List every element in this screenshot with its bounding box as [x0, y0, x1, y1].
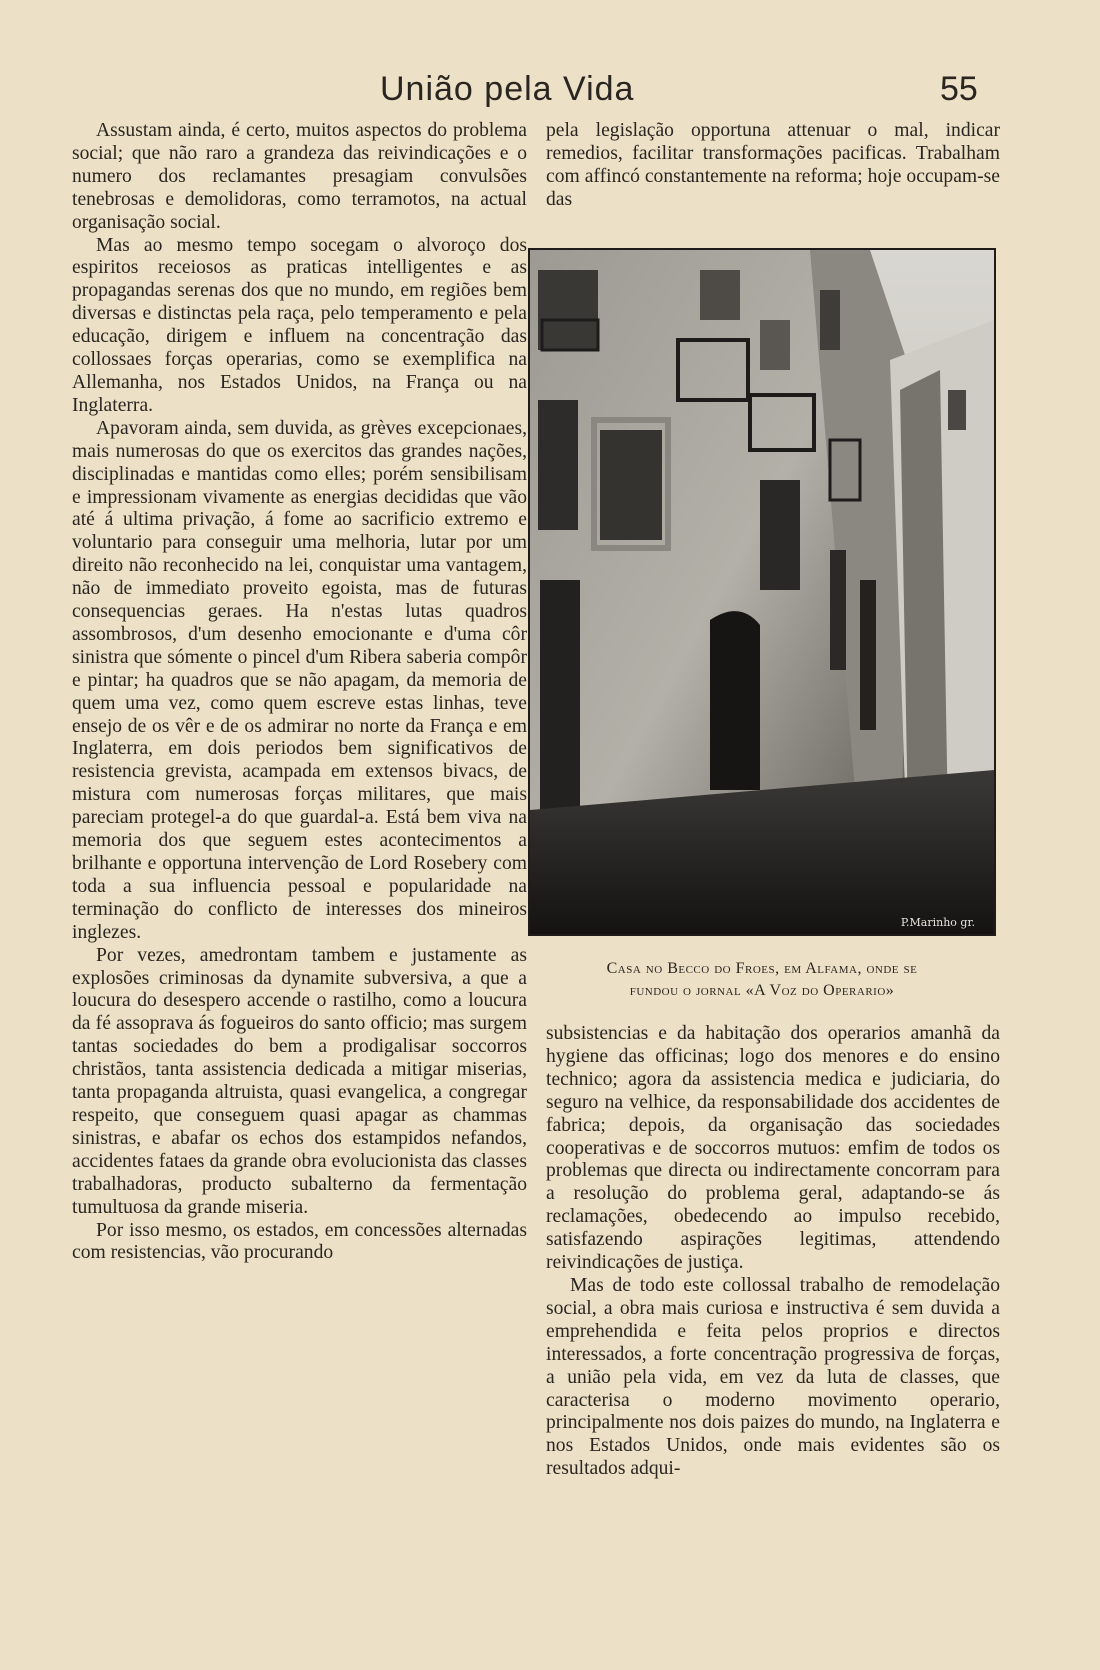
- figure-caption: [520, 958, 1004, 1002]
- right-column-bottom: [546, 1023, 1000, 1481]
- paragraph: Apavoram ainda, sem duvida, as grèves excepcionaes, mais numerosas do que os exercitos das grandes nações, disciplinadas e mantidas como elles; porém sensibilisam e impressionam vivamente as energias decididas que vão até á ultima privação, á fome ao sacrificio extremo e voluntario para conseguir uma melhoria, lutar por um direito não reconhecido na lei, conquistar uma vantagem, não de immediato proveito egoista, mas de futuras consequencias geraes. Ha n'estas lutas quadros assombrosos, d'um desenho emocionante e d'uma côr sinistra que sómente o pincel d'um Ribera saberia compôr e pintar; ha quadros que se não apagam, da memoria de quem uma vez, como quem escreve estas linhas, teve ensejo de os vêr e de os admirar no norte da França e em Inglaterra, em dois periodos bem significativos de resistencia grevista, acampada em extensos bivacs, de mistura com numerosas forças militares, que mais pareciam protegel-a do que guardal-a. Está bem viva na memoria dos que seguem estes acontecimentos a brilhante e opportuna intervenção de Lord Rosebery com toda a sua influencia pessoal e popularidade na terminação do conflicto de interesses dos mineiros inglezes.: [72, 417, 527, 943]
- caption-line: Casa no Becco do Froes, em Alfama, onde se: [606, 960, 918, 977]
- engraver-signature: P.Marinho gr.: [900, 916, 975, 929]
- page-number: 55: [940, 70, 978, 108]
- running-title: União pela Vida: [380, 70, 635, 108]
- caption-line: fundou o jornal «A Voz do Operario»: [629, 982, 895, 999]
- paragraph: Assustam ainda, é certo, muitos aspectos do problema social; que não raro a grandeza das reivindicações e o numero dos reclamantes presagiam convulsões tenebrosas e demolidoras, como terramotos, na actual organisação social.: [72, 120, 527, 233]
- paragraph: Por isso mesmo, os estados, em concessões alternadas com resistencias, vão procurando: [72, 1219, 527, 1264]
- paragraph: Mas de todo este collossal trabalho de remodelação social, a obra mais curiosa e instructiva é sem duvida a emprehendida e feita pelos proprios e directos interessados, a forte concentração progressiva de forças, a união pela vida, em vez da luta de classes, que caracterisa o moderno movimento operario, principalmente nos dois paizes do mundo, na Inglaterra e nos Estados Unidos, onde mais evidentes são os resultados adqui-: [546, 1274, 1000, 1480]
- paragraph: Mas ao mesmo tempo socegam o alvoroço dos espiritos receiosos as praticas intelligentes e as propagandas serenas dos que no mundo, em regiões bem diversas e distinctas pela raça, pelo temperamento e pela educação, dirigem e influem na concentração das collossaes forças operarias, como se exemplifica na Allemanha, nos Estados Unidos, na França ou na Inglaterra.: [72, 234, 527, 416]
- right-column-top: [546, 120, 1000, 212]
- paragraph: pela legislação opportuna attenuar o mal, indicar remedios, facilitar transformações pacificas. Trabalham com affincó constantemente na reforma; hoje occupam-se das: [546, 120, 1000, 210]
- street-photograph: [528, 248, 996, 936]
- left-column: [72, 120, 527, 1265]
- paragraph: Por vezes, amedrontam tambem e justamente as explosões criminosas da dynamite subversiva, a que a loucura do desespero accende o rastilho, como a loucura da fé assoprava ás fogueiros do santo officio; mas surgem tantas sociedades do bem a prodigalisar soccorros christãos, tanta assistencia dedicada a mitigar miserias, tanta propaganda altruista, quasi evangelica, a congregar respeito, que conseguem quasi apagar as chammas sinistras, e abafar os echos dos estampidos nefandos, accidentes fataes da grande obra evolucionista das classes trabalhadoras, producto subalterno da fermentação tumultuosa da grande miseria.: [72, 944, 527, 1218]
- paragraph: subsistencias e da habitação dos operarios amanhã da hygiene das officinas; logo dos menores e do ensino technico; agora da assistencia medica e judiciaria, do seguro na velhice, da responsabilidade dos accidentes de fabrica; depois, da organisação das sociedades cooperativas e de soccorros mutuos: emfim de todos os problemas que directa ou indirectamente concorram para a resolução do problema geral, adaptando-se ás reclamações, obedecendo ao impulso recebido, satisfazendo aspirações legitimas, attendendo reivindicações de justiça.: [546, 1023, 1000, 1274]
